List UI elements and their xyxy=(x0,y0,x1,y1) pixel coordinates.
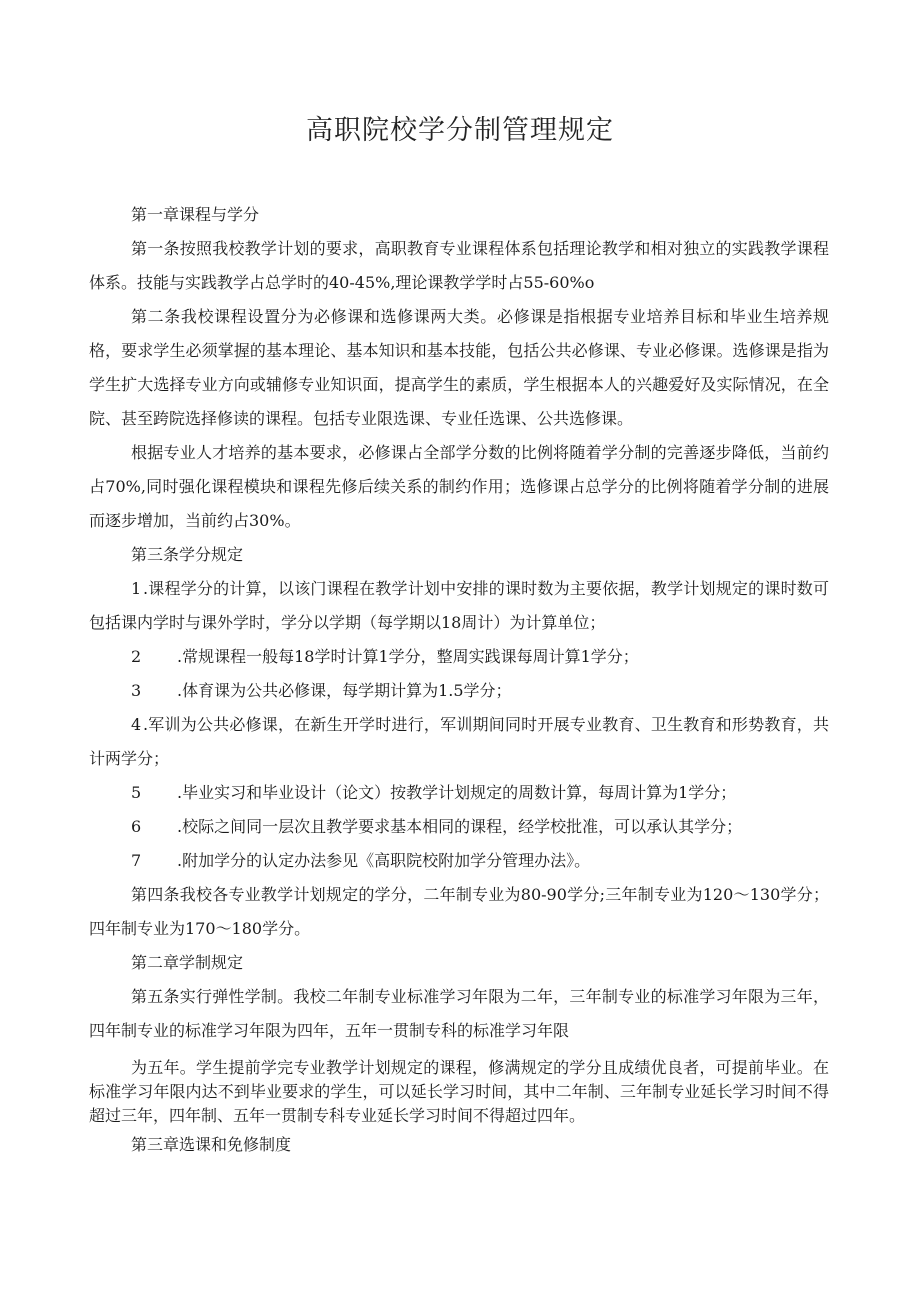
list-item-text: .附加学分的认定办法参见《高职院校附加学分管理办法》。 xyxy=(177,851,591,870)
article-1: 第一条按照我校教学计划的要求，高职教育专业课程体系包括理论教学和相对独立的实践教学课程体系。技能与实践教学占总学时的40-45%,理论课教学学时占55-60%o xyxy=(89,239,829,292)
list-item-number: 3 xyxy=(131,681,142,700)
article-2: 第二条我校课程设置分为必修课和选修课两大类。必修课是指根据专业培养目标和毕业生培养规格，要求学生必须掌握的基本理论、基本知识和基本技能，包括公共必修课、专业必修课。选修课是指为学生扩大选择专业方向或辅修专业知识面，提高学生的素质，学生根据本人的兴趣爱好及实际情况，在全院、甚至跨院选择修读的课程。包括专业限选课、专业任选课、公共选修课。 xyxy=(89,307,829,428)
list-item-number: 4 xyxy=(131,715,142,734)
list-item-number: 1 xyxy=(131,579,142,598)
list-item xyxy=(89,640,829,674)
list-item-text: .毕业实习和毕业设计（论文）按教学计划规定的周数计算，每周计算为1学分； xyxy=(177,783,737,802)
list-item xyxy=(89,674,829,708)
list-item-number: 7 xyxy=(131,851,142,870)
list-item-text: .体育课为公共必修课，每学期计算为1.5学分； xyxy=(177,681,512,700)
list-item xyxy=(89,810,829,844)
chapter-1-heading: 第一章课程与学分 xyxy=(131,205,260,224)
paragraph-course-ratio: 根据专业人才培养的基本要求，必修课占全部学分数的比例将随着学分制的完善逐步降低，当前约占70%,同时强化课程模块和课程先修后续关系的制约作用；选修课占总学分的比例将随着学分制的进展而逐步增加，当前约占30%。 xyxy=(89,443,829,530)
document-body xyxy=(89,198,829,1162)
list-item-text: .军训为公共必修课，在新生开学时进行，军训期间同时开展专业教育、卫生教育和形势教育，共计两学分； xyxy=(89,715,829,768)
list-item xyxy=(89,776,829,810)
list-item xyxy=(89,844,829,878)
chapter-2-heading: 第二章学制规定 xyxy=(131,953,244,972)
list-item-number: 2 xyxy=(131,647,142,666)
document-title: 高职院校学分制管理规定 xyxy=(306,115,614,146)
article-5-part-1: 第五条实行弹性学制。我校二年制专业标准学习年限为二年，三年制专业的标准学习年限为三年，四年制专业的标准学习年限为四年，五年一贯制专科的标准学习年限 xyxy=(89,987,829,1040)
article-3-heading: 第三条学分规定 xyxy=(131,545,244,564)
article-5-part-2: 为五年。学生提前学完专业教学计划规定的课程，修满规定的学分且成绩优良者，可提前毕业。在标准学习年限内达不到毕业要求的学生，可以延长学习时间，其中二年制、三年制专业延长学习时间不得超过三年，四年制、五年一贯制专科专业延长学习时间不得超过四年。 xyxy=(89,1058,829,1125)
list-item xyxy=(89,708,829,776)
list-item-text: .常规课程一般每18学时计算1学分，整周实践课每周计算1学分； xyxy=(177,647,639,666)
article-4: 第四条我校各专业教学计划规定的学分，二年制专业为80-90学分;三年制专业为120～130学分；四年制专业为170～180学分。 xyxy=(89,885,829,938)
list-item xyxy=(89,572,829,640)
list-item-text: .校际之间同一层次且教学要求基本相同的课程，经学校批准，可以承认其学分； xyxy=(177,817,743,836)
chapter-3-heading: 第三章选课和免修制度 xyxy=(131,1135,292,1154)
list-item-number: 5 xyxy=(131,783,142,802)
list-item-number: 6 xyxy=(131,817,142,836)
list-item-text: .课程学分的计算，以该门课程在教学计划中安排的课时数为主要依据，教学计划规定的课时数可包括课内学时与课外学时，学分以学期（每学期以18周计）为计算单位； xyxy=(89,579,829,632)
